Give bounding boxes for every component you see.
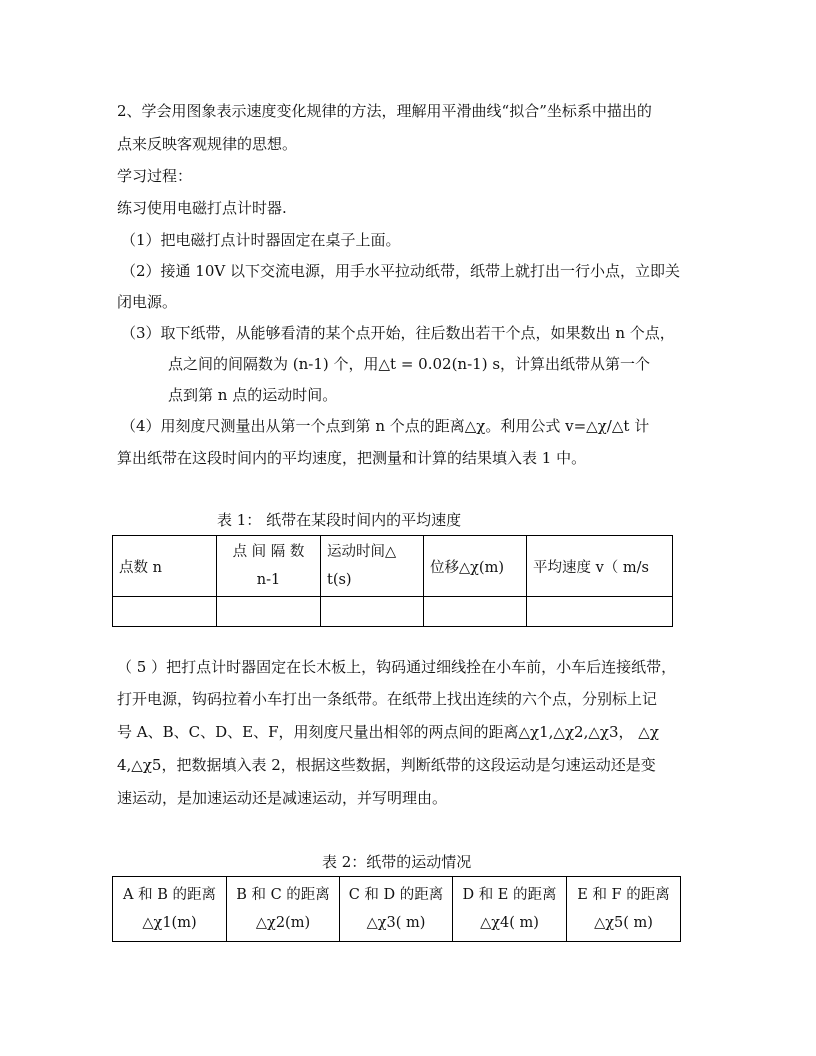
- table-1-header-time: 运动时间△ t(s): [321, 536, 424, 597]
- step-5-line-4: 4,△χ5，把数据填入表 2，根据这些数据，判断纸带的这段运动是匀速运动还是变: [117, 756, 656, 774]
- table-1-cell[interactable]: [527, 597, 673, 627]
- table-1-header-displacement: 位移△χ(m): [424, 536, 527, 597]
- step-2-line-2: 闭电源。: [117, 293, 178, 311]
- table-2-header-cd: C 和 D 的距离 △χ3( m): [340, 877, 453, 942]
- table-2-header-ab: A 和 B 的距离 △χ1(m): [113, 877, 227, 942]
- practice-heading: 练习使用电磁打点计时器.: [117, 199, 287, 217]
- table-1-cell[interactable]: [321, 597, 424, 627]
- table-1-header-row: [113, 536, 673, 597]
- table-2-header-ef: E 和 F 的距离 △χ5( m): [567, 877, 681, 942]
- step-1: （1）把电磁打点计时器固定在桌子上面。: [121, 231, 401, 249]
- goal-2-line-1: 2、学会用图象表示速度变化规律的方法，理解用平滑曲线“拟合”坐标系中描出的: [117, 102, 652, 120]
- step-4-line-2: 算出纸带在这段时间内的平均速度，把测量和计算的结果填入表 1 中。: [117, 449, 587, 467]
- step-5-line-3: 号 A、B、C、D、E、F，用刻度尺量出相邻的两点间的距离△χ1,△χ2,△χ3， △χ: [117, 723, 659, 741]
- table-2: [112, 876, 681, 942]
- step-3-line-3: 点到第 n 点的运动时间。: [168, 386, 338, 404]
- step-3-line-1: （3）取下纸带，从能够看清的某个点开始，往后数出若干个点，如果数出 n 个点，: [121, 324, 675, 342]
- table-1-cell[interactable]: [424, 597, 527, 627]
- table-2-header-bc: B 和 C 的距离 △χ2(m): [227, 877, 340, 942]
- table-1-header-intervals: 点 间 隔 数 n-1: [217, 536, 321, 597]
- step-2-line-1: （2）接通 10V 以下交流电源，用手水平拉动纸带，纸带上就打出一行小点，立即关: [121, 262, 681, 280]
- table-1: [112, 535, 673, 627]
- goal-2-line-2: 点来反映客观规律的思想。: [117, 135, 298, 153]
- step-5-line-5: 速运动，是加速运动还是减速运动，并写明理由。: [117, 789, 448, 807]
- table-1-caption: 表 1： 纸带在某段时间内的平均速度: [217, 511, 462, 529]
- table-2-header-row: [113, 877, 681, 942]
- step-4-line-1: （4）用刻度尺测量出从第一个点到第 n 个点的距离△χ。利用公式 v=△χ/△t 计: [121, 417, 650, 435]
- table-2-caption: 表 2：纸带的运动情况: [322, 853, 472, 871]
- process-heading: 学习过程：: [117, 167, 193, 185]
- table-1-data-row: [113, 597, 673, 627]
- table-1-header-points: 点数 n: [113, 536, 217, 597]
- table-1-header-avg-speed: 平均速度 v（ m/s: [527, 536, 673, 597]
- table-1-cell[interactable]: [217, 597, 321, 627]
- step-5-line-2: 打开电源，钩码拉着小车打出一条纸带。在纸带上找出连续的六个点，分别标上记: [117, 690, 658, 708]
- table-1-cell[interactable]: [113, 597, 217, 627]
- table-2-header-de: D 和 E 的距离 △χ4( m): [453, 877, 567, 942]
- step-5-line-1: （ 5 ）把打点计时器固定在长木板上，钩码通过细线拴在小车前，小车后连接纸带，: [117, 658, 677, 676]
- step-3-line-2: 点之间的间隔数为 (n-1) 个，用△t = 0.02(n-1) s，计算出纸带从第一个: [168, 355, 651, 373]
